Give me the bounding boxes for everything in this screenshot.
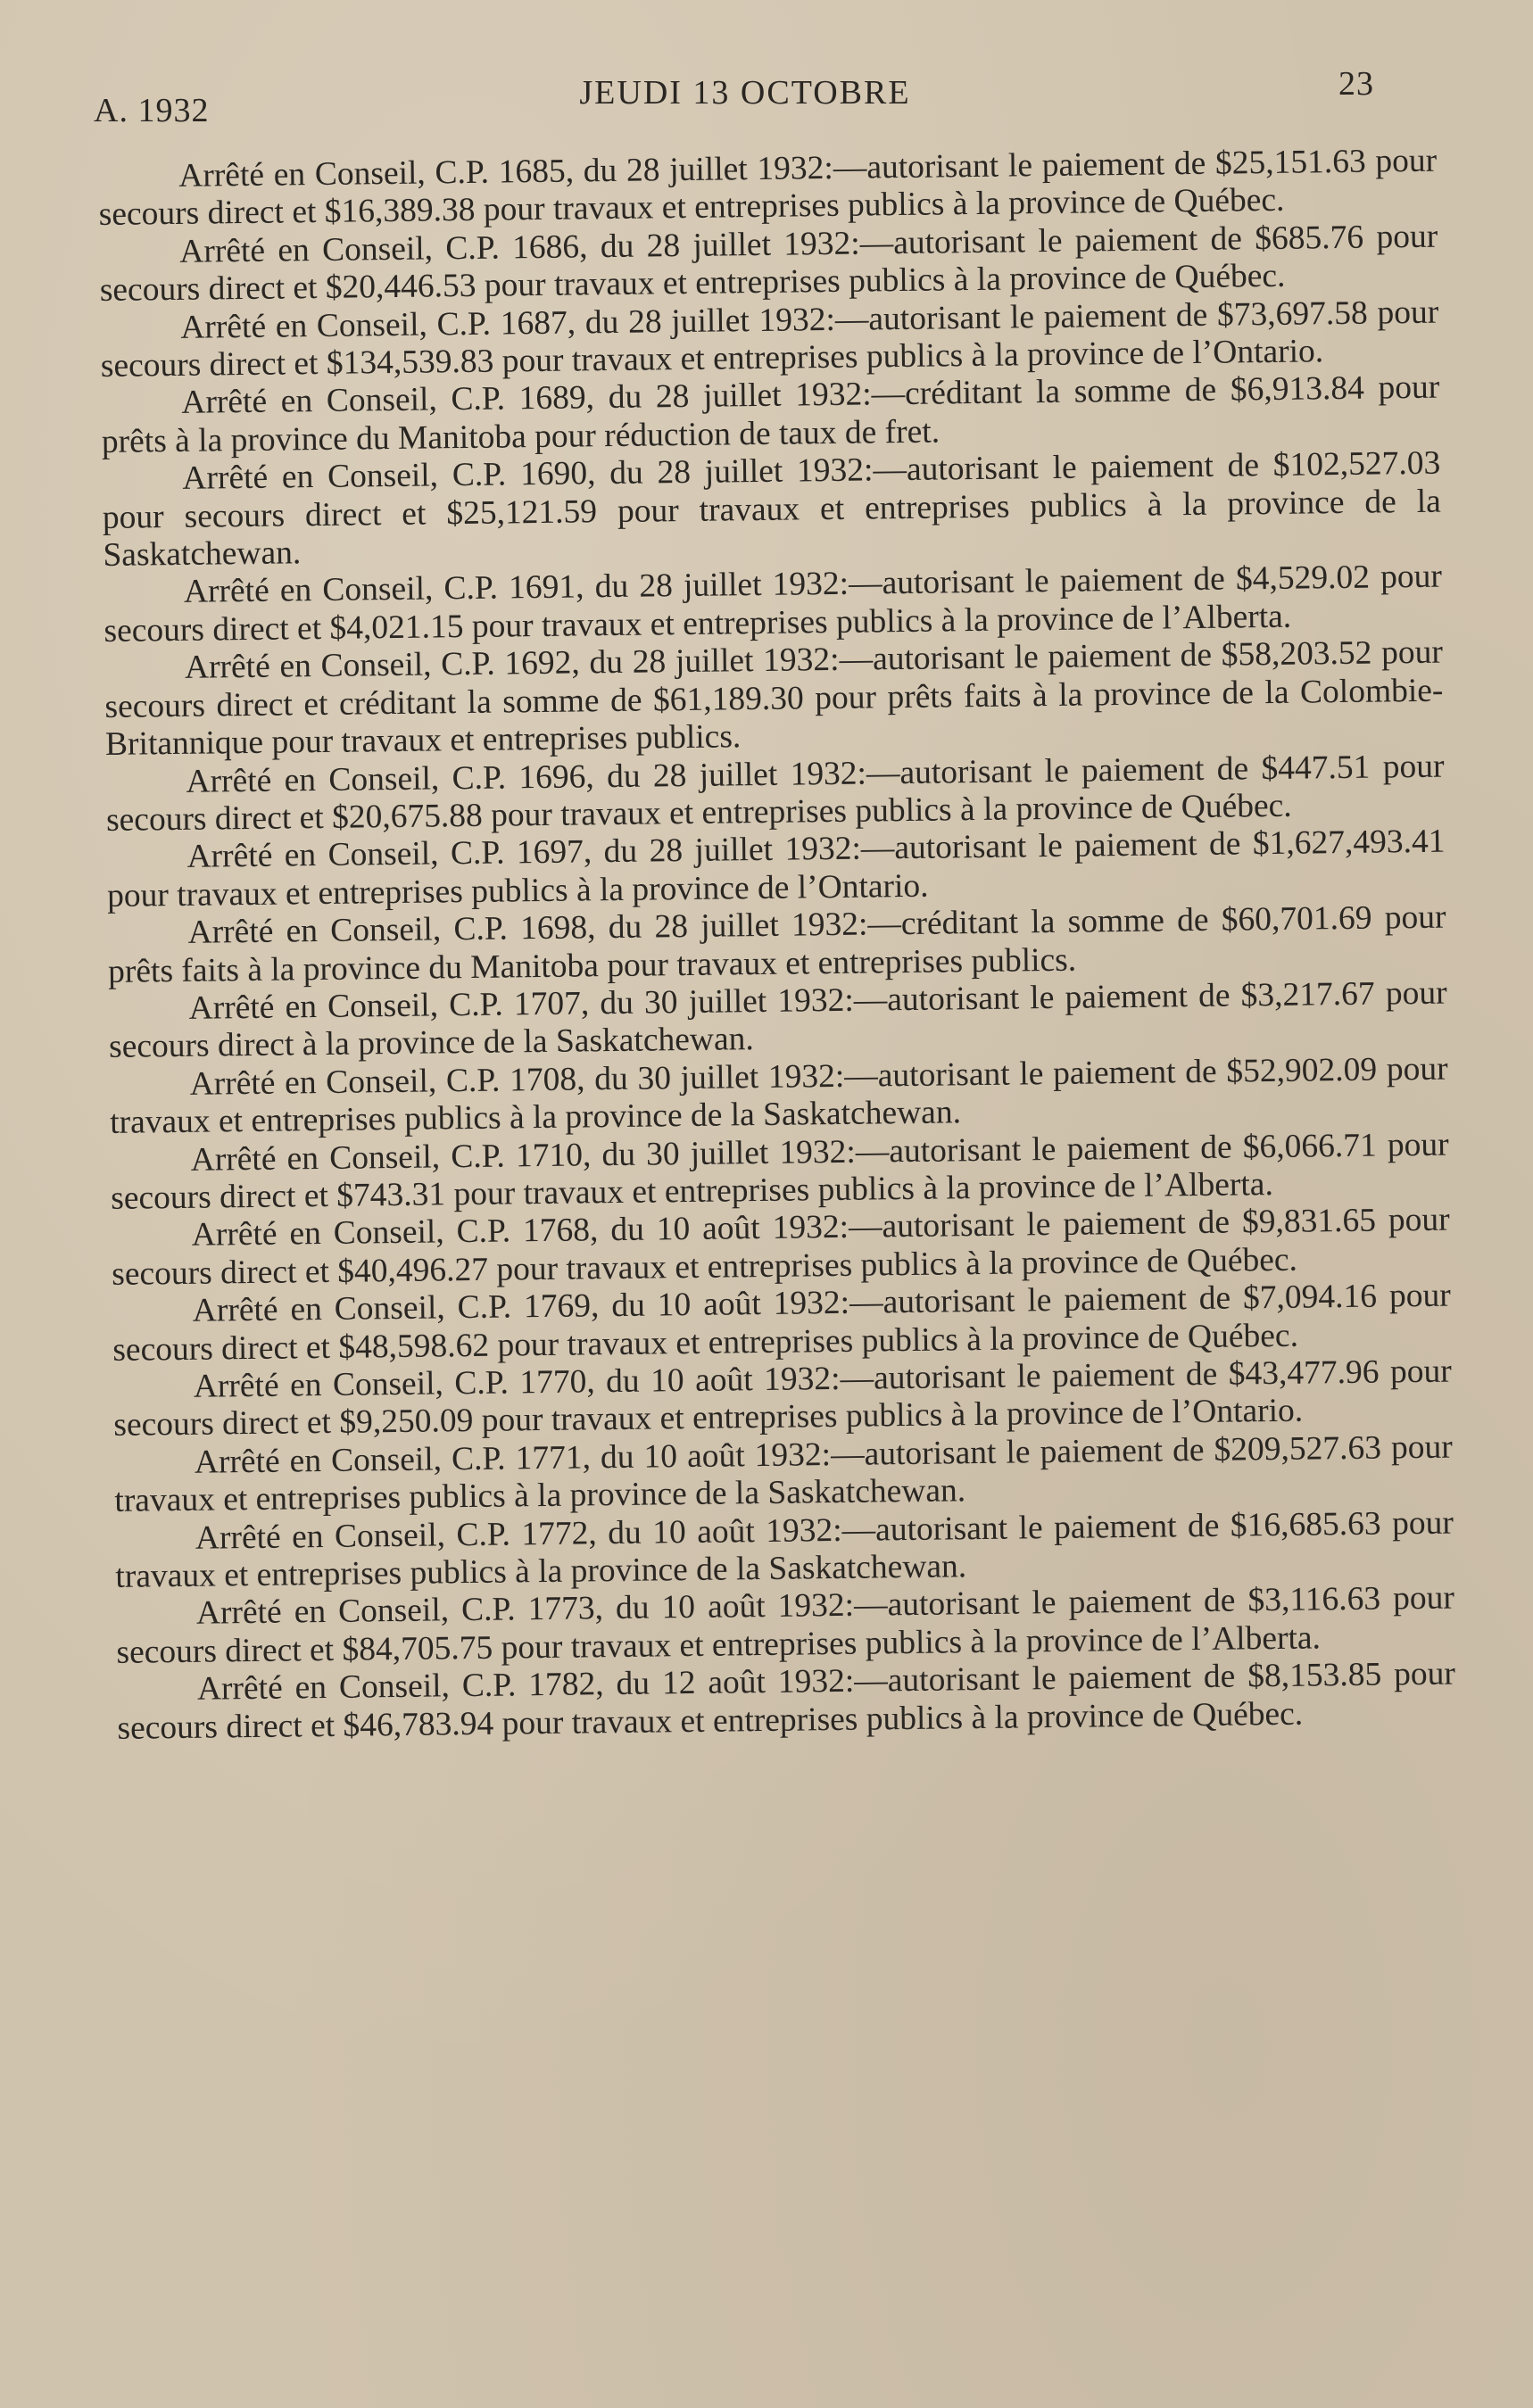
order-in-council-entry: Arrêté en Conseil, C.P. 1773, du 10 août 1932:—autorisant le paiement de $3,116.63 pour secours direct et $84,705.75 pour travaux et entreprises publics à la province de l’Alberta. (116, 1579, 1455, 1671)
page-number: 23 (1338, 65, 1374, 103)
order-in-council-entry: Arrêté en Conseil, C.P. 1689, du 28 juillet 1932:—créditant la somme de $6,913.84 pour prêts à la province du Manitoba pour réduction de taux de fret. (101, 369, 1440, 460)
order-in-council-entry: Arrêté en Conseil, C.P. 1692, du 28 juillet 1932:—autorisant le paiement de $58,203.52 pour secours direct et créditant la somme de $61,189.30 pour prêts faits à la province de la Colombie-Britannique pour travaux et entreprises publics. (104, 633, 1444, 764)
page-header (94, 64, 1396, 129)
document-body (98, 143, 1456, 1748)
order-in-council-entry: Arrêté en Conseil, C.P. 1696, du 28 juillet 1932:—autorisant le paiement de $447.51 pour secours direct et $20,675.88 pour travaux et entreprises publics à la province de Québec. (105, 748, 1445, 839)
page-date-title: JEUDI 13 OCTOBRE (579, 74, 911, 112)
order-in-council-entry: Arrêté en Conseil, C.P. 1686, du 28 juillet 1932:—autorisant le paiement de $685.76 pour secours direct et $20,446.53 pour travaux et entreprises publics à la province de Québec. (99, 218, 1438, 310)
order-in-council-entry: Arrêté en Conseil, C.P. 1782, du 12 août 1932:—autorisant le paiement de $8,153.85 pour secours direct et $46,783.94 pour travaux et entreprises publics à la province de Québec. (117, 1655, 1456, 1747)
order-in-council-entry: Arrêté en Conseil, C.P. 1690, du 28 juillet 1932:—autorisant le paiement de $102,527.03 pour secours direct et $25,121.59 pour travaux et entreprises publics à la province de la Saskatchewan. (102, 444, 1442, 575)
order-in-council-entry: Arrêté en Conseil, C.P. 1772, du 10 août 1932:—autorisant le paiement de $16,685.63 pour travaux et entreprises publics à la province de la Saskatchewan. (115, 1504, 1454, 1595)
order-in-council-entry: Arrêté en Conseil, C.P. 1691, du 28 juillet 1932:—autorisant le paiement de $4,529.02 pour secours direct et $4,021.15 pour travaux et entreprises publics à la province de l’Alberta. (104, 559, 1443, 650)
order-in-council-entry: Arrêté en Conseil, C.P. 1685, du 28 juillet 1932:—autorisant le paiement de $25,151.63 pour secours direct et $16,389.38 pour travaux et entreprises publics à la province de Québec. (98, 142, 1438, 234)
order-in-council-entry: Arrêté en Conseil, C.P. 1770, du 10 août 1932:—autorisant le paiement de $43,477.96 pour secours direct et $9,250.09 pour travaux et entreprises publics à la province de l’Ontario. (113, 1353, 1452, 1444)
order-in-council-entry: Arrêté en Conseil, C.P. 1710, du 30 juillet 1932:—autorisant le paiement de $6,066.71 pour secours direct et $743.31 pour travaux et entreprises publics à la province de l’Alberta. (110, 1126, 1449, 1217)
order-in-council-entry: Arrêté en Conseil, C.P. 1697, du 28 juillet 1932:—autorisant le paiement de $1,627,493.41 pour travaux et entreprises publics à la province de l’Ontario. (106, 823, 1446, 914)
session-year: A. 1932 (94, 92, 210, 129)
order-in-council-entry: Arrêté en Conseil, C.P. 1707, du 30 juillet 1932:—autorisant le paiement de $3,217.67 pour secours direct à la province de la Saskatchewan. (108, 974, 1447, 1066)
order-in-council-entry: Arrêté en Conseil, C.P. 1771, du 10 août 1932:—autorisant le paiement de $209,527.63 pour travaux et entreprises publics à la province de la Saskatchewan. (114, 1428, 1454, 1520)
order-in-council-entry: Arrêté en Conseil, C.P. 1769, du 10 août 1932:—autorisant le paiement de $7,094.16 pour secours direct et $48,598.62 pour travaux et entreprises publics à la province de Québec. (112, 1277, 1451, 1369)
order-in-council-entry: Arrêté en Conseil, C.P. 1768, du 10 août 1932:—autorisant le paiement de $9,831.65 pour secours direct et $40,496.27 pour travaux et entreprises publics à la province de Québec. (112, 1201, 1450, 1293)
order-in-council-entry: Arrêté en Conseil, C.P. 1698, du 28 juillet 1932:—créditant la somme de $60,701.69 pour prêts faits à la province du Manitoba pour travaux et entreprises publics. (107, 898, 1446, 990)
order-in-council-entry: Arrêté en Conseil, C.P. 1687, du 28 juillet 1932:—autorisant le paiement de $73,697.58 pour secours direct et $134,539.83 pour travaux et entreprises publics à la province de l’Ontario. (100, 294, 1439, 385)
order-in-council-entry: Arrêté en Conseil, C.P. 1708, du 30 juillet 1932:—autorisant le paiement de $52,902.09 pour travaux et entreprises publics à la province de la Saskatchewan. (109, 1050, 1448, 1142)
